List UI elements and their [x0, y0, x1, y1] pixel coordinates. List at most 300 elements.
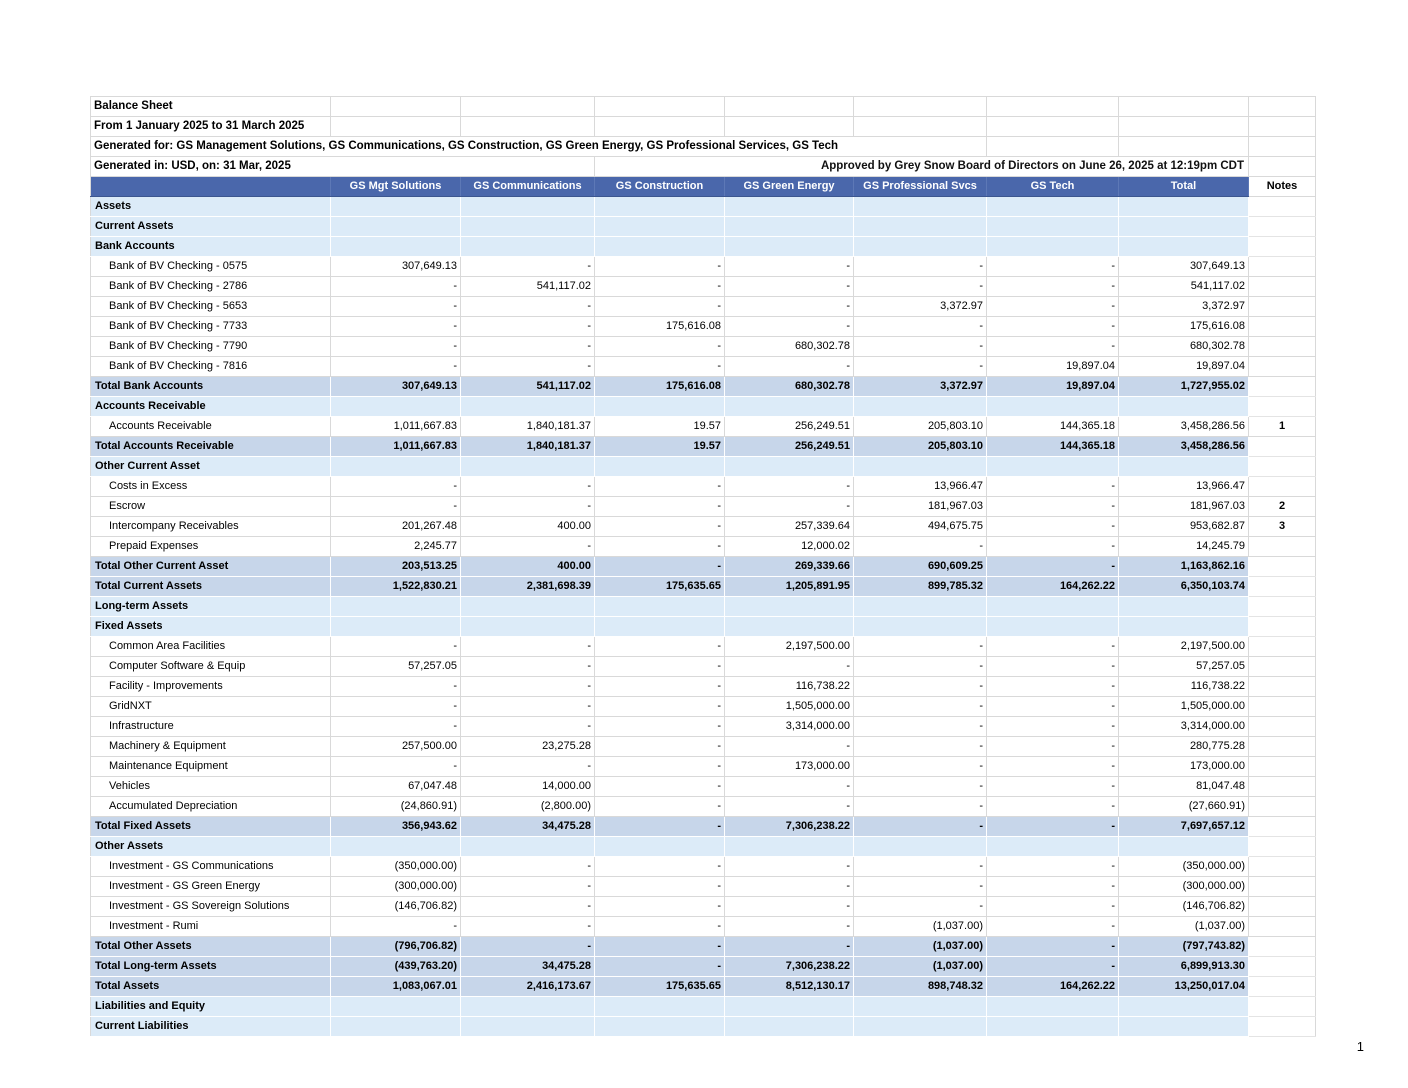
cell-value: 175,616.08	[1119, 317, 1249, 337]
cell-value: 3,458,286.56	[1119, 417, 1249, 437]
page-number: 1	[1356, 1039, 1364, 1054]
total-row	[91, 577, 1316, 597]
cell-value: -	[595, 257, 725, 277]
cell-value: -	[854, 897, 987, 917]
cell-value: 34,475.28	[461, 957, 595, 977]
cell-value: -	[987, 277, 1119, 297]
cell-value: 541,117.02	[461, 277, 595, 297]
cell-value	[987, 597, 1119, 617]
cell-value: 256,249.51	[725, 417, 854, 437]
cell-value: 3,372.97	[854, 377, 987, 397]
data-row	[91, 657, 1316, 677]
cell-value: 175,635.65	[595, 577, 725, 597]
row-label: Assets	[91, 197, 331, 217]
row-label: Investment - GS Sovereign Solutions	[91, 897, 331, 917]
cell-value: 307,649.13	[1119, 257, 1249, 277]
cell-value: 2,197,500.00	[1119, 637, 1249, 657]
column-header-gs-tech: GS Tech	[987, 177, 1119, 197]
cell-value: -	[595, 697, 725, 717]
data-row	[91, 777, 1316, 797]
row-label: Bank of BV Checking - 5653	[91, 297, 331, 317]
data-row	[91, 477, 1316, 497]
cell-value: -	[595, 357, 725, 377]
cell-value: -	[725, 737, 854, 757]
cell-value: 1,522,830.21	[331, 577, 461, 597]
cell-value: -	[595, 897, 725, 917]
row-label: GridNXT	[91, 697, 331, 717]
cell-value: -	[595, 297, 725, 317]
cell-value: -	[854, 697, 987, 717]
cell-value: -	[725, 797, 854, 817]
column-header-gs-green-energy: GS Green Energy	[725, 177, 854, 197]
row-label: Bank of BV Checking - 2786	[91, 277, 331, 297]
cell-value: 19,897.04	[987, 357, 1119, 377]
cell-value: 898,748.32	[854, 977, 987, 997]
note-cell	[1249, 797, 1316, 817]
cell-value: 19,897.04	[987, 377, 1119, 397]
cell-value: (24,860.91)	[331, 797, 461, 817]
cell-value	[331, 197, 461, 217]
cell-value: -	[461, 537, 595, 557]
cell-value: -	[987, 717, 1119, 737]
cell-value: -	[854, 717, 987, 737]
cell-value: -	[461, 677, 595, 697]
row-label: Machinery & Equipment	[91, 737, 331, 757]
cell-value	[595, 837, 725, 857]
cell-value	[854, 1017, 987, 1037]
data-row	[91, 717, 1316, 737]
cell-value: 205,803.10	[854, 437, 987, 457]
cell-value: 14,245.79	[1119, 537, 1249, 557]
cell-value	[854, 837, 987, 857]
cell-value: -	[725, 777, 854, 797]
cell-value	[461, 457, 595, 477]
total-row	[91, 377, 1316, 397]
cell-value	[854, 197, 987, 217]
cell-value	[331, 397, 461, 417]
data-row	[91, 877, 1316, 897]
row-label: Costs in Excess	[91, 477, 331, 497]
cell-value: 680,302.78	[725, 337, 854, 357]
cell-value: -	[595, 957, 725, 977]
cell-value	[1119, 837, 1249, 857]
cell-value: -	[725, 317, 854, 337]
note-cell	[1249, 257, 1316, 277]
cell-value: 1,505,000.00	[725, 697, 854, 717]
row-label: Computer Software & Equip	[91, 657, 331, 677]
section-row	[91, 617, 1316, 637]
note-cell	[1249, 957, 1316, 977]
cell-value: 7,306,238.22	[725, 957, 854, 977]
data-row	[91, 337, 1316, 357]
section-row	[91, 597, 1316, 617]
cell-value: 256,249.51	[725, 437, 854, 457]
cell-value: 203,513.25	[331, 557, 461, 577]
period-row	[91, 117, 1316, 137]
report-period: From 1 January 2025 to 31 March 2025	[91, 117, 331, 137]
cell-value	[461, 837, 595, 857]
cell-value: -	[461, 317, 595, 337]
cell-value: 6,350,103.74	[1119, 577, 1249, 597]
data-row	[91, 697, 1316, 717]
cell-value	[595, 217, 725, 237]
cell-value: -	[854, 357, 987, 377]
note-cell	[1249, 877, 1316, 897]
note-cell	[1249, 477, 1316, 497]
cell-value	[595, 397, 725, 417]
cell-value: -	[725, 477, 854, 497]
note-cell	[1249, 657, 1316, 677]
cell-value: -	[595, 497, 725, 517]
cell-value: -	[854, 637, 987, 657]
cell-value: -	[331, 337, 461, 357]
cell-value: 2,381,698.39	[461, 577, 595, 597]
cell-value: -	[461, 757, 595, 777]
cell-value: 1,505,000.00	[1119, 697, 1249, 717]
cell-value: -	[987, 697, 1119, 717]
cell-value: -	[331, 277, 461, 297]
note-cell	[1249, 537, 1316, 557]
cell-value	[1119, 997, 1249, 1017]
cell-value: 173,000.00	[1119, 757, 1249, 777]
cell-value: -	[331, 757, 461, 777]
cell-value	[1119, 597, 1249, 617]
cell-value: -	[461, 877, 595, 897]
cell-value	[987, 397, 1119, 417]
note-cell	[1249, 997, 1316, 1017]
cell-value: 1,011,667.83	[331, 417, 461, 437]
cell-value	[854, 457, 987, 477]
generated-in-text: Generated in: USD, on: 31 Mar, 2025	[91, 157, 595, 177]
cell-value: 7,306,238.22	[725, 817, 854, 837]
cell-value: -	[595, 277, 725, 297]
cell-value	[854, 597, 987, 617]
cell-value: -	[331, 697, 461, 717]
cell-value: 1,083,067.01	[331, 977, 461, 997]
row-label: Investment - GS Green Energy	[91, 877, 331, 897]
cell-value: 173,000.00	[725, 757, 854, 777]
cell-value: 1,727,955.02	[1119, 377, 1249, 397]
data-row	[91, 497, 1316, 517]
cell-value	[725, 597, 854, 617]
cell-value: 680,302.78	[725, 377, 854, 397]
note-cell	[1249, 977, 1316, 997]
cell-value: -	[854, 657, 987, 677]
row-label: Total Assets	[91, 977, 331, 997]
note-cell	[1249, 597, 1316, 617]
cell-value	[595, 617, 725, 637]
cell-value	[461, 997, 595, 1017]
generated-in-row	[91, 157, 1316, 177]
note-cell	[1249, 237, 1316, 257]
cell-value: -	[595, 737, 725, 757]
cell-value	[331, 457, 461, 477]
section-row	[91, 397, 1316, 417]
cell-value: 67,047.48	[331, 777, 461, 797]
cell-value: -	[331, 677, 461, 697]
total-row	[91, 557, 1316, 577]
cell-value	[331, 617, 461, 637]
row-label: Other Assets	[91, 837, 331, 857]
row-label: Bank of BV Checking - 7733	[91, 317, 331, 337]
cell-value: -	[595, 637, 725, 657]
cell-value	[854, 617, 987, 637]
cell-value: (350,000.00)	[331, 857, 461, 877]
cell-value: (1,037.00)	[854, 917, 987, 937]
cell-value: -	[987, 857, 1119, 877]
cell-value	[854, 997, 987, 1017]
cell-value: 201,267.48	[331, 517, 461, 537]
cell-value: -	[461, 337, 595, 357]
row-label: Total Bank Accounts	[91, 377, 331, 397]
row-label: Bank Accounts	[91, 237, 331, 257]
data-row	[91, 737, 1316, 757]
cell-value	[595, 997, 725, 1017]
cell-value: 175,635.65	[595, 977, 725, 997]
row-label: Maintenance Equipment	[91, 757, 331, 777]
note-cell	[1249, 1017, 1316, 1037]
cell-value	[461, 217, 595, 237]
note-cell	[1249, 917, 1316, 937]
cell-value: 1,011,667.83	[331, 437, 461, 457]
data-row	[91, 677, 1316, 697]
cell-value: -	[725, 657, 854, 677]
row-label: Common Area Facilities	[91, 637, 331, 657]
cell-value: -	[331, 477, 461, 497]
cell-value: -	[595, 937, 725, 957]
cell-value: 899,785.32	[854, 577, 987, 597]
data-row	[91, 537, 1316, 557]
generated-for-text: Generated for: GS Management Solutions, GS Communications, GS Construction, GS Green Energy, GS Professional Services, GS Tech	[91, 137, 987, 157]
row-label: Long-term Assets	[91, 597, 331, 617]
cell-value: (300,000.00)	[331, 877, 461, 897]
section-row	[91, 197, 1316, 217]
cell-value	[595, 237, 725, 257]
note-cell	[1249, 857, 1316, 877]
cell-value: -	[987, 777, 1119, 797]
cell-value	[987, 237, 1119, 257]
cell-value: 280,775.28	[1119, 737, 1249, 757]
cell-value: -	[854, 857, 987, 877]
cell-value: -	[595, 817, 725, 837]
row-label: Total Fixed Assets	[91, 817, 331, 837]
cell-value: -	[725, 297, 854, 317]
cell-value	[725, 617, 854, 637]
note-cell	[1249, 737, 1316, 757]
cell-value: 81,047.48	[1119, 777, 1249, 797]
cell-value: 23,275.28	[461, 737, 595, 757]
row-label: Investment - Rumi	[91, 917, 331, 937]
cell-value	[725, 997, 854, 1017]
row-label: Total Accounts Receivable	[91, 437, 331, 457]
note-cell	[1249, 777, 1316, 797]
cell-value: 690,609.25	[854, 557, 987, 577]
total-row	[91, 957, 1316, 977]
corner-header	[91, 177, 331, 197]
cell-value: 175,616.08	[595, 317, 725, 337]
section-row	[91, 997, 1316, 1017]
total-row	[91, 937, 1316, 957]
cell-value	[854, 237, 987, 257]
cell-value: 164,262.22	[987, 577, 1119, 597]
row-label: Escrow	[91, 497, 331, 517]
row-label: Accounts Receivable	[91, 397, 331, 417]
cell-value: -	[461, 697, 595, 717]
note-cell: 2	[1249, 497, 1316, 517]
cell-value: -	[595, 677, 725, 697]
cell-value: -	[331, 917, 461, 937]
cell-value: -	[854, 777, 987, 797]
cell-value: (27,660.91)	[1119, 797, 1249, 817]
cell-value: -	[854, 317, 987, 337]
cell-value: 144,365.18	[987, 437, 1119, 457]
cell-value: -	[595, 717, 725, 737]
row-label: Facility - Improvements	[91, 677, 331, 697]
cell-value	[1119, 617, 1249, 637]
cell-value: 1,205,891.95	[725, 577, 854, 597]
section-row	[91, 217, 1316, 237]
note-cell	[1249, 297, 1316, 317]
row-label: Intercompany Receivables	[91, 517, 331, 537]
note-cell	[1249, 717, 1316, 737]
cell-value: 144,365.18	[987, 417, 1119, 437]
cell-value: 57,257.05	[1119, 657, 1249, 677]
section-row	[91, 1017, 1316, 1037]
data-row	[91, 417, 1316, 437]
note-cell	[1249, 397, 1316, 417]
cell-value: -	[461, 657, 595, 677]
cell-value: 680,302.78	[1119, 337, 1249, 357]
cell-value	[1119, 197, 1249, 217]
column-header-gs-construction: GS Construction	[595, 177, 725, 197]
cell-value: (1,037.00)	[854, 957, 987, 977]
data-row	[91, 917, 1316, 937]
cell-value	[331, 997, 461, 1017]
row-label: Total Other Assets	[91, 937, 331, 957]
row-label: Vehicles	[91, 777, 331, 797]
note-cell	[1249, 277, 1316, 297]
row-label: Total Long-term Assets	[91, 957, 331, 977]
cell-value: -	[854, 257, 987, 277]
cell-value: 3,314,000.00	[725, 717, 854, 737]
cell-value: -	[987, 737, 1119, 757]
cell-value: 34,475.28	[461, 817, 595, 837]
cell-value: -	[987, 677, 1119, 697]
note-cell	[1249, 337, 1316, 357]
cell-value: -	[854, 537, 987, 557]
cell-value	[461, 597, 595, 617]
note-cell	[1249, 937, 1316, 957]
cell-value: -	[595, 917, 725, 937]
cell-value	[595, 597, 725, 617]
cell-value: -	[987, 517, 1119, 537]
cell-value: -	[461, 917, 595, 937]
cell-value: 307,649.13	[331, 257, 461, 277]
data-row	[91, 257, 1316, 277]
note-cell	[1249, 377, 1316, 397]
cell-value: -	[987, 897, 1119, 917]
cell-value: -	[725, 877, 854, 897]
cell-value: -	[725, 497, 854, 517]
cell-value	[331, 597, 461, 617]
cell-value: 1,840,181.37	[461, 417, 595, 437]
cell-value: -	[987, 917, 1119, 937]
row-label: Liabilities and Equity	[91, 997, 331, 1017]
cell-value: (2,800.00)	[461, 797, 595, 817]
note-cell	[1249, 897, 1316, 917]
cell-value	[595, 1017, 725, 1037]
cell-value: -	[987, 797, 1119, 817]
cell-value: (146,706.82)	[1119, 897, 1249, 917]
cell-value: -	[595, 337, 725, 357]
cell-value	[1119, 457, 1249, 477]
cell-value: 3,372.97	[1119, 297, 1249, 317]
cell-value: 13,966.47	[854, 477, 987, 497]
cell-value	[987, 617, 1119, 637]
cell-value: -	[331, 637, 461, 657]
cell-value: -	[331, 317, 461, 337]
row-label: Accounts Receivable	[91, 417, 331, 437]
cell-value: 19,897.04	[1119, 357, 1249, 377]
data-row	[91, 797, 1316, 817]
row-label: Prepaid Expenses	[91, 537, 331, 557]
column-header-gs-professional-svcs: GS Professional Svcs	[854, 177, 987, 197]
cell-value	[725, 837, 854, 857]
cell-value: -	[595, 557, 725, 577]
cell-value: -	[461, 477, 595, 497]
approval-note: Approved by Grey Snow Board of Directors on June 26, 2025 at 12:19pm CDT	[595, 157, 1249, 177]
cell-value: (350,000.00)	[1119, 857, 1249, 877]
cell-value	[1119, 217, 1249, 237]
cell-value: -	[461, 497, 595, 517]
cell-value	[1119, 397, 1249, 417]
total-row	[91, 977, 1316, 997]
title-row	[91, 97, 1316, 117]
cell-value: -	[595, 877, 725, 897]
cell-value: -	[595, 797, 725, 817]
row-label: Bank of BV Checking - 7790	[91, 337, 331, 357]
cell-value: 13,250,017.04	[1119, 977, 1249, 997]
cell-value	[1119, 1017, 1249, 1037]
data-row	[91, 857, 1316, 877]
cell-value: -	[331, 357, 461, 377]
cell-value	[725, 217, 854, 237]
cell-value	[461, 617, 595, 637]
note-cell	[1249, 837, 1316, 857]
cell-value: 269,339.66	[725, 557, 854, 577]
cell-value: -	[331, 497, 461, 517]
cell-value: -	[987, 757, 1119, 777]
cell-value: -	[854, 817, 987, 837]
cell-value: 356,943.62	[331, 817, 461, 837]
note-cell	[1249, 437, 1316, 457]
section-row	[91, 457, 1316, 477]
data-row	[91, 897, 1316, 917]
cell-value: 1,163,862.16	[1119, 557, 1249, 577]
cell-value	[331, 837, 461, 857]
cell-value: -	[461, 717, 595, 737]
cell-value: -	[461, 857, 595, 877]
cell-value: 57,257.05	[331, 657, 461, 677]
cell-value	[725, 237, 854, 257]
cell-value	[331, 1017, 461, 1037]
cell-value: -	[331, 297, 461, 317]
row-label: Total Other Current Asset	[91, 557, 331, 577]
note-cell	[1249, 357, 1316, 377]
cell-value: 257,500.00	[331, 737, 461, 757]
row-label: Infrastructure	[91, 717, 331, 737]
note-cell	[1249, 577, 1316, 597]
